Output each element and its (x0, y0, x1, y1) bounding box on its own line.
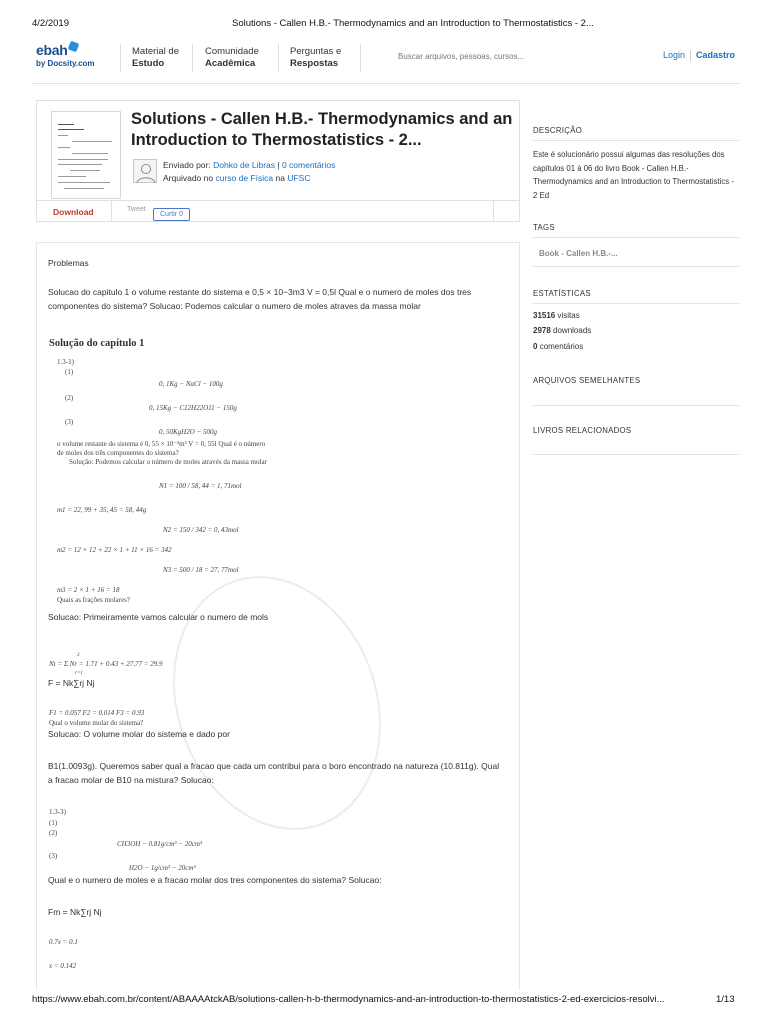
university-link[interactable]: UFSC (287, 173, 311, 183)
ebah-logo[interactable] (36, 42, 118, 76)
document-thumbnail[interactable] (51, 111, 121, 199)
nav-divider (120, 44, 121, 72)
scan-title: Solução do capítulo 1 (49, 338, 145, 349)
action-divider (493, 201, 494, 221)
login-divider (690, 50, 691, 61)
nav-perguntas-e-respostas[interactable] (290, 46, 341, 70)
scan-text: Quais as frações molares? (57, 596, 130, 604)
nav-divider (360, 44, 361, 72)
sidebar-heading-livros: LIVROS RELACIONADOS (533, 426, 632, 435)
paragraph: B1(1.0093g). Queremos saber qual a fracao que cada um contribui para o boro encontrado na natureza (10.811g). Qual a fracao molar de B10 na mistura? Solucao: (48, 761, 500, 785)
stat-value: 0 (533, 342, 538, 351)
site-header (32, 36, 740, 84)
equation: 0, 15Kg − C12H22O11 − 150g (149, 404, 237, 412)
search-input[interactable]: Buscar arquivos, pessoas, cursos... (398, 52, 525, 61)
equation: N1 = 100 / 58, 44 = 1, 71mol (159, 482, 242, 490)
sidebar-divider (533, 303, 739, 304)
sidebar-divider (533, 140, 739, 141)
logo-wordmark: ebah (36, 42, 68, 58)
print-header (0, 0, 768, 34)
print-footer (0, 992, 768, 1012)
equation: m1 = 22, 99 + 35, 45 = 58, 44g (57, 506, 147, 514)
stat-label: comentários (539, 342, 584, 351)
print-date: 4/2/2019 (32, 18, 69, 29)
paragraph: Solucao do capitulo 1 o volume restante do sistema e 0,5 × 10−3m3 V = 0,5l Qual e o numero de moles dos tres componentes do sistema? Solucao: Podemos calcular o numero de moles atraves da massa molar (48, 287, 472, 311)
equation: Nt = Σ Nr = 1.71 + 0.43 + 27.77 = 29.9 (49, 660, 163, 668)
paragraph: Solucao: O volume molar do sistema e dado por (48, 729, 230, 739)
nav-line2: Acadêmica (205, 58, 256, 69)
action-divider (111, 201, 112, 221)
scan-label: (1) (49, 819, 58, 827)
scan-text: Solução: Podemos calcular o número de moles através da massa molar (69, 458, 267, 466)
nav-divider (278, 44, 279, 72)
equation: F1 = 0.057 F2 = 0.014 F3 = 0.93 (49, 709, 145, 717)
stat-label: downloads (553, 326, 592, 335)
sidebar-heading-tags: TAGS (533, 223, 555, 232)
document-action-bar (36, 200, 520, 222)
nav-line2: Respostas (290, 58, 339, 69)
scan-label: 1.3-3) (49, 808, 66, 816)
document-title: Solutions - Callen H.B.- Thermodynamics and an Introduction to Thermostatistics - 2... (131, 110, 513, 149)
paragraph: Qual e o numero de moles e a fracao molar dos tres componentes do sistema? Solucao: (48, 875, 382, 885)
course-link[interactable]: curso de Física (215, 173, 274, 183)
paragraph: F = Nk∑rj Nj (48, 678, 95, 688)
sidebar-divider (533, 454, 739, 455)
stat-value: 31516 (533, 311, 556, 320)
scan-text: de moles dos três componentes do sistema? (57, 449, 179, 457)
nav-line1: Material de (132, 46, 179, 57)
print-page-number: 1/13 (716, 994, 735, 1005)
nav-line1: Comunidade (205, 46, 259, 57)
paragraph: Fm = Nk∑rj Nj (48, 907, 102, 917)
scan-text: Qual o volume molar do sistema? (49, 719, 144, 727)
nav-line1: Perguntas e (290, 46, 342, 57)
paragraph: Solucao: Primeiramente vamos calcular o numero de mols (48, 612, 269, 622)
equation-index: r=1 (75, 671, 83, 676)
stat-label: visitas (557, 311, 580, 320)
scan-label: (1) (65, 368, 74, 376)
stat-comentarios (533, 342, 583, 351)
equation: H2O − 1g/cm³ − 20cm³ (129, 864, 196, 872)
stat-visitas (533, 311, 580, 320)
tag-link[interactable]: Book - Callen H.B.-... (539, 249, 618, 258)
equation: CH3OH − 0.81g/cm³ − 20cm³ (117, 840, 202, 848)
login-link[interactable]: Login (663, 50, 686, 60)
sidebar-heading-descricao: DESCRIÇÃO (533, 126, 583, 135)
nav-comunidade-academica[interactable] (205, 46, 259, 70)
logo-subtitle: by Docsity.com (36, 59, 95, 68)
download-button[interactable]: Download (53, 207, 94, 217)
document-content (36, 242, 520, 990)
sidebar-heading-arquivos: ARQUIVOS SEMELHANTES (533, 376, 641, 385)
nav-line2: Estudo (132, 58, 165, 69)
user-avatar-icon[interactable] (133, 159, 157, 183)
equation: 0, 50KgH2O − 500g (159, 428, 218, 436)
print-url: https://www.ebah.com.br/content/ABAAAAtckAB/solutions-callen-h-b-thermodynamics-and-an-introduction-to-thermostatistics-2-ed-exercicios-resolvi... (32, 994, 665, 1005)
scan-label: (2) (65, 394, 74, 402)
tweet-button[interactable]: Tweet (127, 206, 146, 213)
cadastro-link[interactable]: Cadastro (696, 50, 736, 60)
sidebar-heading-estatisticas: ESTATÍSTICAS (533, 289, 591, 298)
scan-label: 1.3-1) (57, 358, 74, 366)
equation: m3 = 2 × 1 + 16 = 18 (57, 586, 120, 594)
stat-value: 2978 (533, 326, 551, 335)
equation: N3 = 500 / 18 = 27, 77mol (163, 566, 239, 574)
equation: x = 0.142 (49, 962, 77, 970)
sidebar-divider (533, 266, 739, 267)
scan-label: (2) (49, 829, 58, 837)
scan-label: (3) (65, 418, 74, 426)
document-meta: Enviado por: Dohko de Libras | 0 comentários Arquivado no curso de Física na UFSC (163, 160, 336, 183)
nav-material-de-estudo[interactable] (132, 46, 179, 70)
curtir-button[interactable]: Curtir 0 (153, 208, 190, 221)
equation: N2 = 150 / 342 = 0, 43mol (163, 526, 239, 534)
comments-link[interactable]: 0 comentários (281, 160, 336, 170)
stat-downloads (533, 326, 591, 335)
author-link[interactable]: Dohko de Libras (213, 160, 276, 170)
equation: 0, 1Kg − NaCl − 100g (159, 380, 223, 388)
scan-text: o volume restante do sistema é 0, 55 × 10⁻³m³ V = 0, 55l Qual é o número (57, 440, 266, 448)
sidebar-divider (533, 237, 739, 238)
sent-by-label: Enviado por: (163, 160, 211, 170)
sidebar-divider (533, 405, 739, 406)
nav-divider (192, 44, 193, 72)
print-title: Solutions - Callen H.B.- Thermodynamics and an Introduction to Thermostatistics - 2... (232, 18, 594, 29)
watermark (139, 547, 416, 860)
equation: 0.7x = 0.1 (49, 938, 78, 946)
archived-label: Arquivado no (163, 173, 214, 183)
in-label: na (275, 173, 285, 183)
equation-index: 3 (77, 653, 80, 658)
scan-label: (3) (49, 852, 58, 860)
equation: m2 = 12 × 12 + 22 × 1 + 11 × 16 = 342 (57, 546, 172, 554)
section-heading: Problemas (48, 258, 89, 268)
logo-mark-icon (68, 41, 80, 53)
sidebar-description: Este é solucionário possui algumas das resoluções dos capítulos 01 à 06 do livro Book - Callen H.B.- Thermodynamics and an Introduction to Thermostatistics - 2 Ed (533, 150, 734, 200)
